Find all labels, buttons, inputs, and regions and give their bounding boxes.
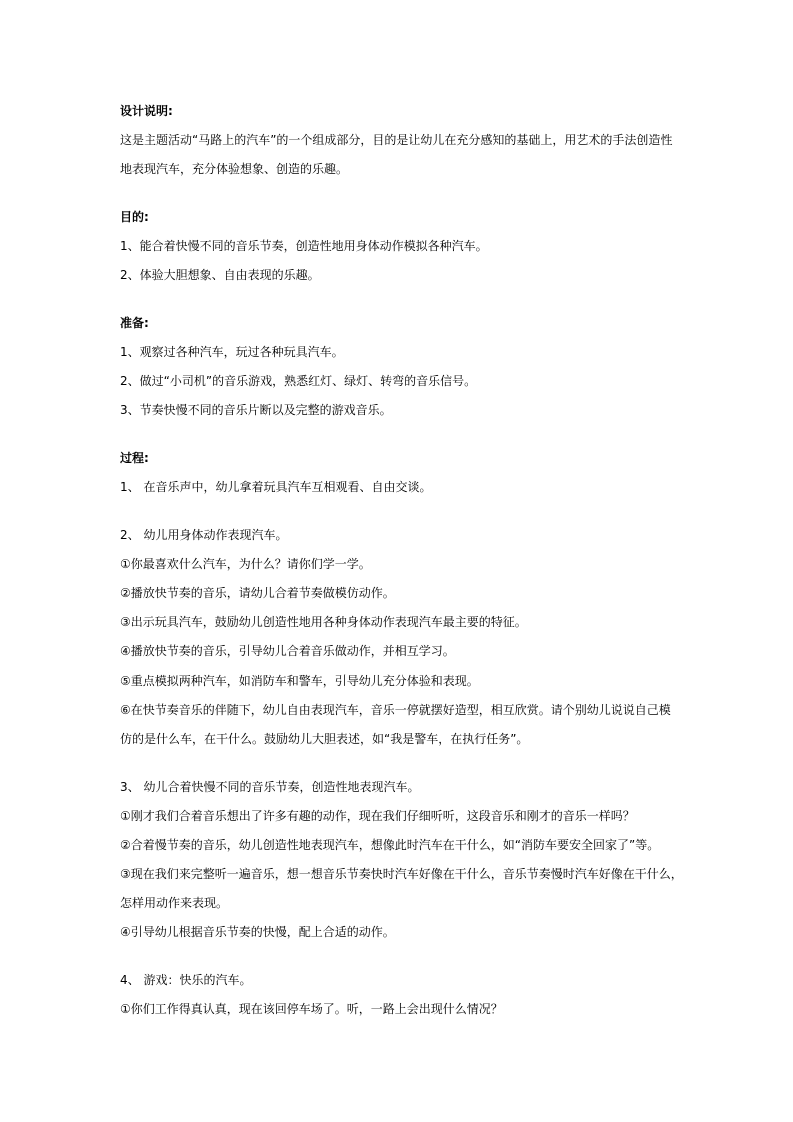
goal-item-2: 2、体验大胆想象、自由表现的乐趣。 xyxy=(120,268,320,282)
step-2-item-3: ③出示玩具汽车，鼓励幼儿创造性地用各种身体动作表现汽车最主要的特征。 xyxy=(120,615,527,629)
process-step-2-title: 2、 幼儿用身体动作表现汽车。 xyxy=(120,528,288,542)
step-3-item-1: ①刚才我们合着音乐想出了许多有趣的动作，现在我们仔细听听，这段音乐和刚才的音乐一样吗？ xyxy=(120,809,635,823)
step-3-item-4: ④引导幼儿根据音乐节奏的快慢，配上合适的动作。 xyxy=(120,925,395,939)
step-2-item-6-continued: 仿的是什么车，在干什么。鼓励幼儿大胆表述，如“我是警车，在执行任务”。 xyxy=(120,732,529,746)
step-3-item-3: ③现在我们来完整听一遍音乐，想一想音乐节奏快时汽车好像在干什么，音乐节奏慢时汽车好像在干什么， xyxy=(120,867,683,881)
preparation-item-2: 2、做过“小司机”的音乐游戏，熟悉红灯、绿灯、转弯的音乐信号。 xyxy=(120,374,477,388)
design-text-line-1: 这是主题活动“马路上的汽车”的一个组成部分，目的是让幼儿在充分感知的基础上，用艺术的手法创造性 xyxy=(120,133,673,147)
process-step-4-title: 4、 游戏：快乐的汽车。 xyxy=(120,973,252,987)
step-3-item-3-continued: 怎样用动作来表现。 xyxy=(120,896,229,910)
step-2-item-6: ⑥在快节奏音乐的伴随下，幼儿自由表现汽车，音乐一停就摆好造型，相互欣赏。请个别幼儿说说自己模 xyxy=(120,703,671,717)
step-2-item-5: ⑤重点模拟两种汽车，如消防车和警车，引导幼儿充分体验和表现。 xyxy=(120,674,479,688)
step-3-item-2: ②合着慢节奏的音乐，幼儿创造性地表现汽车，想像此时汽车在干什么，如“消防车要安全回家了”等。 xyxy=(120,838,660,852)
process-heading: 过程: xyxy=(120,451,149,465)
preparation-item-3: 3、节奏快慢不同的音乐片断以及完整的游戏音乐。 xyxy=(120,403,392,417)
goals-heading: 目的: xyxy=(120,210,149,224)
step-2-item-1: ①你最喜欢什么汽车，为什么？请你们学一学。 xyxy=(120,557,371,571)
step-2-item-2: ②播放快节奏的音乐，请幼儿合着节奏做模仿动作。 xyxy=(120,586,395,600)
process-step-1: 1、 在音乐声中，幼儿拿着玩具汽车互相观看、自由交谈。 xyxy=(120,480,432,494)
design-heading: 设计说明: xyxy=(120,104,173,118)
preparation-heading: 准备: xyxy=(120,316,149,330)
step-4-item-1: ①你们工作得真认真，现在该回停车场了。听，一路上会出现什么情况？ xyxy=(120,1002,503,1016)
design-text-line-2: 地表现汽车，充分体验想象、创造的乐趣。 xyxy=(120,162,349,176)
preparation-item-1: 1、观察过各种汽车，玩过各种玩具汽车。 xyxy=(120,345,344,359)
process-step-3-title: 3、 幼儿合着快慢不同的音乐节奏，创造性地表现汽车。 xyxy=(120,780,420,794)
step-2-item-4: ④播放快节奏的音乐，引导幼儿合着音乐做动作，并相互学习。 xyxy=(120,644,455,658)
goal-item-1: 1、能合着快慢不同的音乐节奏，创造性地用身体动作模拟各种汽车。 xyxy=(120,239,488,253)
